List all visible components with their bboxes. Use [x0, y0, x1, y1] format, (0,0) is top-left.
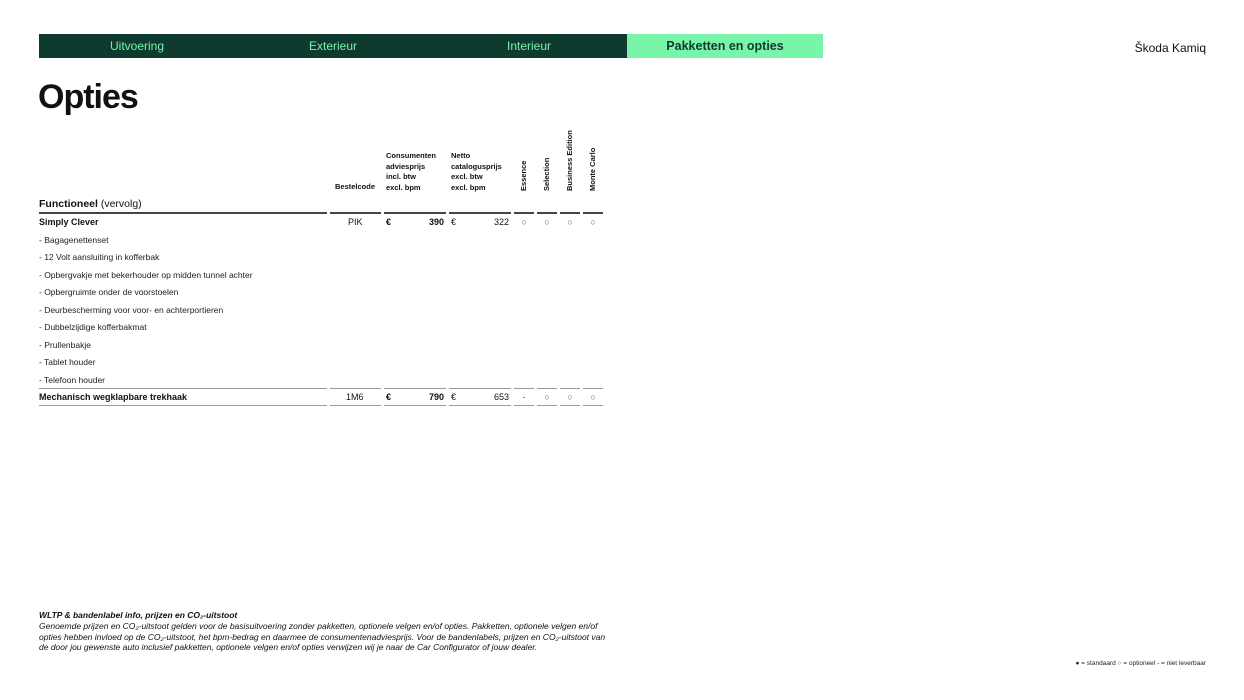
header-rule	[449, 212, 511, 214]
header-consumentenprijs-line: Consumenten	[386, 151, 437, 160]
header-rule	[560, 212, 580, 214]
tab-uitvoering[interactable]: Uitvoering	[39, 34, 235, 58]
currency-symbol: €	[451, 217, 457, 227]
package-item: - Deurbescherming voor voor- en achterportieren	[39, 305, 224, 315]
tab-interieur[interactable]: Interieur	[431, 34, 627, 58]
footnote-line: Genoemde prijzen en CO₂-uitstoot gelden voor de basisuitvoering zonder pakketten, optionele velgen en/of opties. Pakketten, optionele velgen en/of	[39, 620, 598, 631]
option-name: Simply Clever	[39, 217, 99, 227]
row-divider	[449, 388, 511, 389]
row-divider	[330, 388, 381, 389]
row-divider	[537, 388, 557, 389]
header-nettoprijs-line: Netto	[451, 151, 471, 160]
package-item: - 12 Volt aansluiting in kofferbak	[39, 252, 160, 262]
header-nettoprijs	[451, 151, 502, 193]
section-label-bold: Functioneel	[39, 198, 98, 210]
header-rule	[39, 212, 327, 214]
consumer-price: 790	[428, 392, 444, 402]
row-divider	[330, 405, 381, 406]
row-divider	[560, 388, 580, 389]
header-nettoprijs-line: catalogusprijs	[451, 161, 502, 171]
section-nav	[39, 34, 823, 58]
wltp-footnote	[39, 610, 619, 653]
footnote-line: opties hebben invloed op de CO₂-uitstoot, het bpm-bedrag en daarmee de consumentenadviesprijs. Voor de bandenlabels, prijzen en CO₂-uitstoot van	[39, 631, 606, 642]
tab-pakketten-en-opties[interactable]: Pakketten en opties	[627, 34, 823, 58]
availability-monte-carlo: ○	[590, 217, 596, 227]
page-title: Opties	[38, 78, 138, 116]
header-consumentenprijs-line: adviesprijs	[386, 161, 426, 171]
availability-business-edition: ○	[567, 217, 573, 227]
header-rule	[330, 212, 381, 214]
row-divider	[583, 388, 603, 389]
header-rule	[514, 212, 534, 214]
availability-legend: ● = standaard ○ = optioneel - = niet leverbaar	[1075, 660, 1206, 667]
header-rule	[384, 212, 446, 214]
package-item: - Tablet houder	[39, 357, 96, 367]
header-business-edition: Business Edition	[565, 130, 574, 191]
row-divider	[537, 405, 557, 406]
header-rule	[537, 212, 557, 214]
header-rule	[583, 212, 603, 214]
option-code: PIK	[348, 217, 363, 227]
package-item: - Opbergruimte onder de voorstoelen	[39, 287, 179, 297]
row-divider	[560, 405, 580, 406]
header-nettoprijs-line: excl. bpm	[451, 182, 486, 192]
tab-exterieur[interactable]: Exterieur	[235, 34, 431, 58]
package-item: - Prullenbakje	[39, 340, 91, 350]
availability-selection: ○	[544, 392, 550, 402]
package-item: - Opbergvakje met bekerhouder op midden tunnel achter	[39, 270, 253, 280]
currency-symbol: €	[386, 392, 392, 402]
header-consumentenprijs-line: incl. btw	[386, 172, 416, 181]
brand-label: Škoda Kamiq	[1134, 41, 1206, 55]
row-divider	[39, 405, 327, 406]
availability-selection: ○	[544, 217, 550, 227]
header-essence: Essence	[519, 160, 528, 191]
option-code: 1M6	[346, 392, 364, 402]
currency-symbol: €	[386, 217, 392, 227]
row-divider	[384, 388, 446, 389]
availability-monte-carlo: ○	[590, 392, 596, 402]
header-nettoprijs-line: excl. btw	[451, 172, 483, 181]
row-divider	[449, 405, 511, 406]
row-divider	[514, 405, 534, 406]
availability-business-edition: ○	[567, 392, 573, 402]
netto-price: 653	[493, 392, 509, 402]
row-divider	[514, 388, 534, 389]
row-divider	[39, 388, 327, 389]
section-label	[39, 198, 142, 210]
footnote-heading: WLTP & bandenlabel info, prijzen en CO₂-uitstoot	[39, 610, 238, 620]
section-label-rest: (vervolg)	[97, 198, 142, 210]
currency-symbol: €	[451, 392, 457, 402]
option-name: Mechanisch wegklapbare trekhaak	[39, 392, 188, 402]
package-item: - Telefoon houder	[39, 375, 106, 385]
header-consumentenprijs-line: excl. bpm	[386, 182, 421, 192]
netto-price: 322	[493, 217, 509, 227]
package-item: - Dubbelzijdige kofferbakmat	[39, 322, 147, 332]
header-consumentenprijs	[386, 151, 436, 193]
availability-essence: -	[522, 392, 526, 402]
footnote-line: de door jou gewenste auto inclusief pakketten, optionele velgen en/of opties verwijzen wij je naar de Car Configurator of jouw dealer.	[39, 642, 538, 653]
header-monte-carlo: Monte Carlo	[588, 147, 597, 191]
availability-essence: ○	[521, 217, 527, 227]
row-divider	[583, 405, 603, 406]
consumer-price: 390	[428, 217, 444, 227]
header-bestelcode: Bestelcode	[335, 182, 376, 191]
package-item: - Bagagenettenset	[39, 235, 109, 245]
row-divider	[384, 405, 446, 406]
header-selection: Selection	[542, 157, 551, 191]
